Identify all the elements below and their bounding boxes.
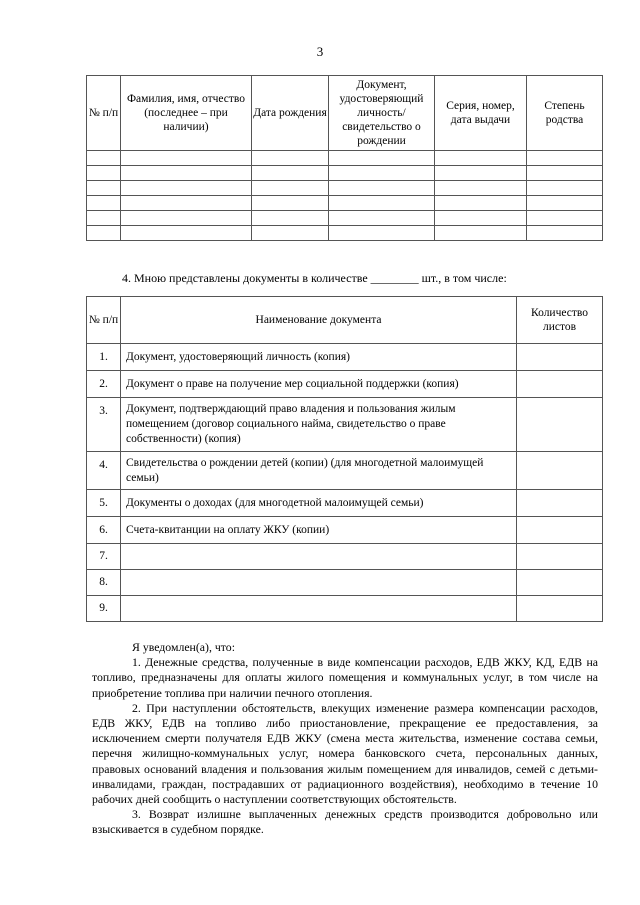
table-cell[interactable] xyxy=(329,211,435,226)
table-cell[interactable] xyxy=(87,211,121,226)
table-cell[interactable] xyxy=(121,196,252,211)
col-sheets-count-header: Количество листов xyxy=(517,297,603,344)
table-cell[interactable] xyxy=(329,196,435,211)
table-cell[interactable] xyxy=(329,181,435,196)
table-cell[interactable] xyxy=(435,181,527,196)
family-members-table xyxy=(86,75,603,241)
row-number: 8. xyxy=(87,570,121,596)
document-name: Документ, удостоверяющий личность (копия) xyxy=(121,344,517,371)
page-number: 3 xyxy=(316,44,324,59)
table-cell[interactable] xyxy=(329,166,435,181)
row-number: 3. xyxy=(87,398,121,452)
table-cell[interactable] xyxy=(87,226,121,241)
table-row xyxy=(87,151,603,166)
table-row xyxy=(87,211,603,226)
table-row xyxy=(87,166,603,181)
document-name: Документ, подтверждающий право владения и пользования жилым помещением (договор социального найма, свидетельство о праве собственности) (копия) xyxy=(121,398,517,452)
row-number: 6. xyxy=(87,517,121,544)
col-relationship-header: Степень родства xyxy=(527,76,603,151)
document-name: Свидетельства о рождении детей (копии) (для многодетной малоимущей семьи) xyxy=(121,452,517,490)
table-row xyxy=(87,517,603,544)
table-cell[interactable] xyxy=(435,196,527,211)
table-cell[interactable] xyxy=(121,166,252,181)
table-row xyxy=(87,490,603,517)
document-name[interactable] xyxy=(121,570,517,596)
document-name[interactable] xyxy=(121,596,517,622)
table-header-row xyxy=(87,297,603,344)
table-cell[interactable] xyxy=(527,181,603,196)
table-cell[interactable] xyxy=(121,211,252,226)
row-number: 1. xyxy=(87,344,121,371)
table-cell[interactable] xyxy=(252,211,329,226)
table-cell[interactable] xyxy=(435,166,527,181)
notice-paragraph-1: 1. Денежные средства, полученные в виде компенсации расходов, ЕДВ ЖКУ, КД, ЕДВ на топливо, предназначены для оплаты жилого помещения и коммунальных услуг, в том числе на приобретение топлива при наличии печного отопления. xyxy=(92,655,598,700)
document-name: Документ о праве на получение мер социальной поддержки (копия) xyxy=(121,371,517,398)
notice-paragraph-3: 3. Возврат излишне выплаченных денежных средств производится добровольно или взыскивается в судебном порядке. xyxy=(92,807,598,837)
table-row xyxy=(87,398,603,452)
documents-table xyxy=(86,296,603,622)
table-row xyxy=(87,344,603,371)
table-cell[interactable] xyxy=(435,211,527,226)
document-name: Документы о доходах (для многодетной малоимущей семьи) xyxy=(121,490,517,517)
table-cell[interactable] xyxy=(252,166,329,181)
table-cell[interactable] xyxy=(87,196,121,211)
table-row xyxy=(87,544,603,570)
col-fullname-header: Фамилия, имя, отчество (последнее – при наличии) xyxy=(121,76,252,151)
row-number: 5. xyxy=(87,490,121,517)
sheets-count-cell[interactable] xyxy=(517,398,603,452)
col-number-header: № п/п xyxy=(87,297,121,344)
table-row xyxy=(87,570,603,596)
document-name: Счета-квитанции на оплату ЖКУ (копии) xyxy=(121,517,517,544)
table-cell[interactable] xyxy=(87,166,121,181)
sheets-count-cell[interactable] xyxy=(517,544,603,570)
col-number-header: № п/п xyxy=(87,76,121,151)
col-birthdate-header: Дата рождения xyxy=(252,76,329,151)
sheets-count-cell[interactable] xyxy=(517,490,603,517)
table-cell[interactable] xyxy=(121,181,252,196)
table-cell[interactable] xyxy=(527,226,603,241)
table-cell[interactable] xyxy=(252,226,329,241)
table-cell[interactable] xyxy=(435,226,527,241)
table-cell[interactable] xyxy=(527,151,603,166)
notice-section xyxy=(92,640,598,838)
table-cell[interactable] xyxy=(252,196,329,211)
table-cell[interactable] xyxy=(329,151,435,166)
table-cell[interactable] xyxy=(87,151,121,166)
row-number: 9. xyxy=(87,596,121,622)
table-header-row xyxy=(87,76,603,151)
table-row xyxy=(87,226,603,241)
sheets-count-cell[interactable] xyxy=(517,344,603,371)
col-series-number-header: Серия, номер, дата выдачи xyxy=(435,76,527,151)
sheets-count-cell[interactable] xyxy=(517,570,603,596)
row-number: 7. xyxy=(87,544,121,570)
table-cell[interactable] xyxy=(121,226,252,241)
table-cell[interactable] xyxy=(329,226,435,241)
document-name[interactable] xyxy=(121,544,517,570)
table-row xyxy=(87,452,603,490)
table-row xyxy=(87,196,603,211)
col-id-document-header: Документ, удостоверяющий личность/ свидетельство о рождении xyxy=(329,76,435,151)
table-cell[interactable] xyxy=(527,196,603,211)
table-cell[interactable] xyxy=(435,151,527,166)
sheets-count-cell[interactable] xyxy=(517,371,603,398)
sheets-count-cell[interactable] xyxy=(517,452,603,490)
documents-intro: 4. Мною представлены документы в количестве ________ шт., в том числе: xyxy=(122,271,507,285)
sheets-count-cell[interactable] xyxy=(517,596,603,622)
row-number: 2. xyxy=(87,371,121,398)
table-row xyxy=(87,371,603,398)
table-row xyxy=(87,596,603,622)
table-cell[interactable] xyxy=(252,181,329,196)
notice-paragraph-2: 2. При наступлении обстоятельств, влекущих изменение размера компенсации расходов, ЕДВ ЖКУ, ЕДВ на топливо либо приостановление, прекращение ее предоставления, за исключением смерти получателя ЕДВ ЖКУ (смена места жительства, изменение состава семьи, перечня жилищно-коммунальных услуг, номера банковского счета, персональных данных, правовых оснований владения и пользования жилым помещением для инвалидов, семей с детьми-инвалидами, граждан, пострадавших от радиационного воздействия), необходимо в течение 10 рабочих дней сообщить о наступлении соответствующих обстоятельств. xyxy=(92,700,598,807)
table-cell[interactable] xyxy=(87,181,121,196)
table-cell[interactable] xyxy=(121,151,252,166)
table-cell[interactable] xyxy=(527,166,603,181)
col-document-name-header: Наименование документа xyxy=(121,297,517,344)
sheets-count-cell[interactable] xyxy=(517,517,603,544)
notice-heading: Я уведомлен(а), что: xyxy=(132,640,235,654)
row-number: 4. xyxy=(87,452,121,490)
table-cell[interactable] xyxy=(527,211,603,226)
table-cell[interactable] xyxy=(252,151,329,166)
table-row xyxy=(87,181,603,196)
